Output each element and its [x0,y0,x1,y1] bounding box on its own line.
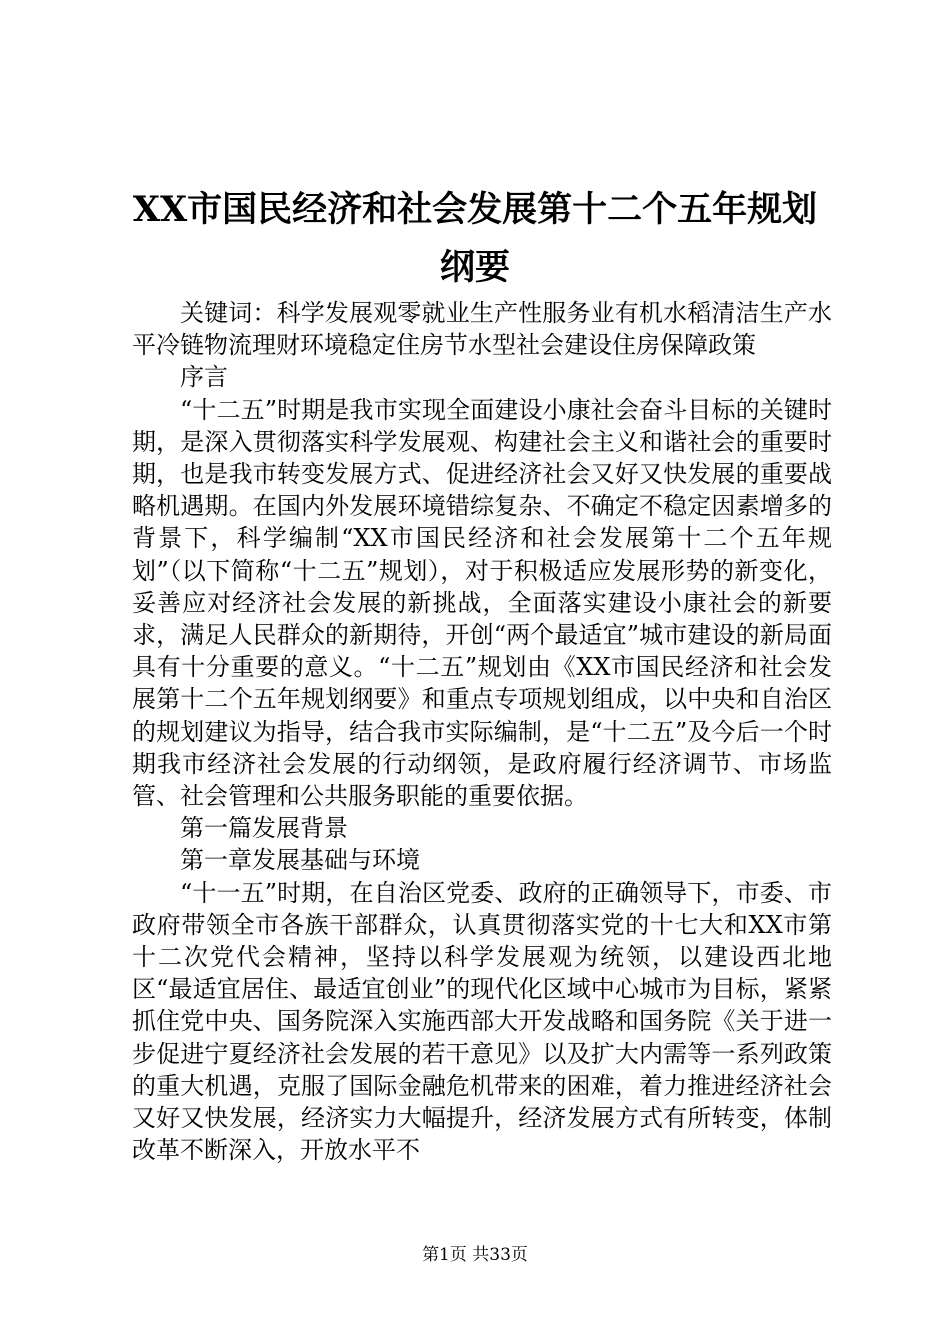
page-number-footer: 第1页 共33页 [422,1245,528,1265]
body-paragraph: “十一五”时期，在自治区党委、政府的正确领导下，市委、市政府带领全市各族干部群众，认真贯彻落实党的十七大和XX市第十二次党代会精神，坚持以科学发展观为统领，以建设西北地区“最适宜居住、最适宜创业”的现代化区域中心城市为目标，紧紧抓住党中央、国务院深入实施西部大开发战略和国务院《关于进一步促进宁夏经济社会发展的若干意见》以及扩大内需等一系列政策的重大机遇，克服了国际金融危机带来的困难，着力推进经济社会又好又快发展，经济实力大幅提升，经济发展方式有所转变，体制改革不断深入，开放水平不 [132,878,832,1165]
document-title-line-1: XX市国民经济和社会发展第十二个五年规划 [132,189,818,230]
document-body [132,297,832,1166]
preface-heading: 序言 [180,363,228,392]
document-title-line-2: 纲要 [439,247,510,288]
keywords-paragraph: 关键词：科学发展观零就业生产性服务业有机水稻清洁生产水平冷链物流理财环境稳定住房节水型社会建设住房保障政策 [132,299,832,360]
chapter-heading: 第一章发展基础与环境 [180,846,420,875]
preface-paragraph: “十二五”时期是我市实现全面建设小康社会奋斗目标的关键时期，是深入贯彻落实科学发展观、构建社会主义和谐社会的重要时期，也是我市转变发展方式、促进经济社会又好又快发展的重要战略机遇期。在国内外发展环境错综复杂、不确定不稳定因素增多的背景下，科学编制“XX市国民经济和社会发展第十二个五年规划”（以下简称“十二五”规划），对于积极适应发展形势的新变化，妥善应对经济社会发展的新挑战，全面落实建设小康社会的新要求，满足人民群众的新期待，开创“两个最适宜”城市建设的新局面具有十分重要的意义。“十二五”规划由《XX市国民经济和社会发展第十二个五年规划纲要》和重点专项规划组成，以中央和自治区的规划建议为指导，结合我市实际编制，是“十二五”及今后一个时期我市经济社会发展的行动纲领，是政府履行经济调节、市场监管、社会管理和公共服务职能的重要依据。 [132,395,832,811]
part-heading: 第一篇发展背景 [180,814,348,843]
